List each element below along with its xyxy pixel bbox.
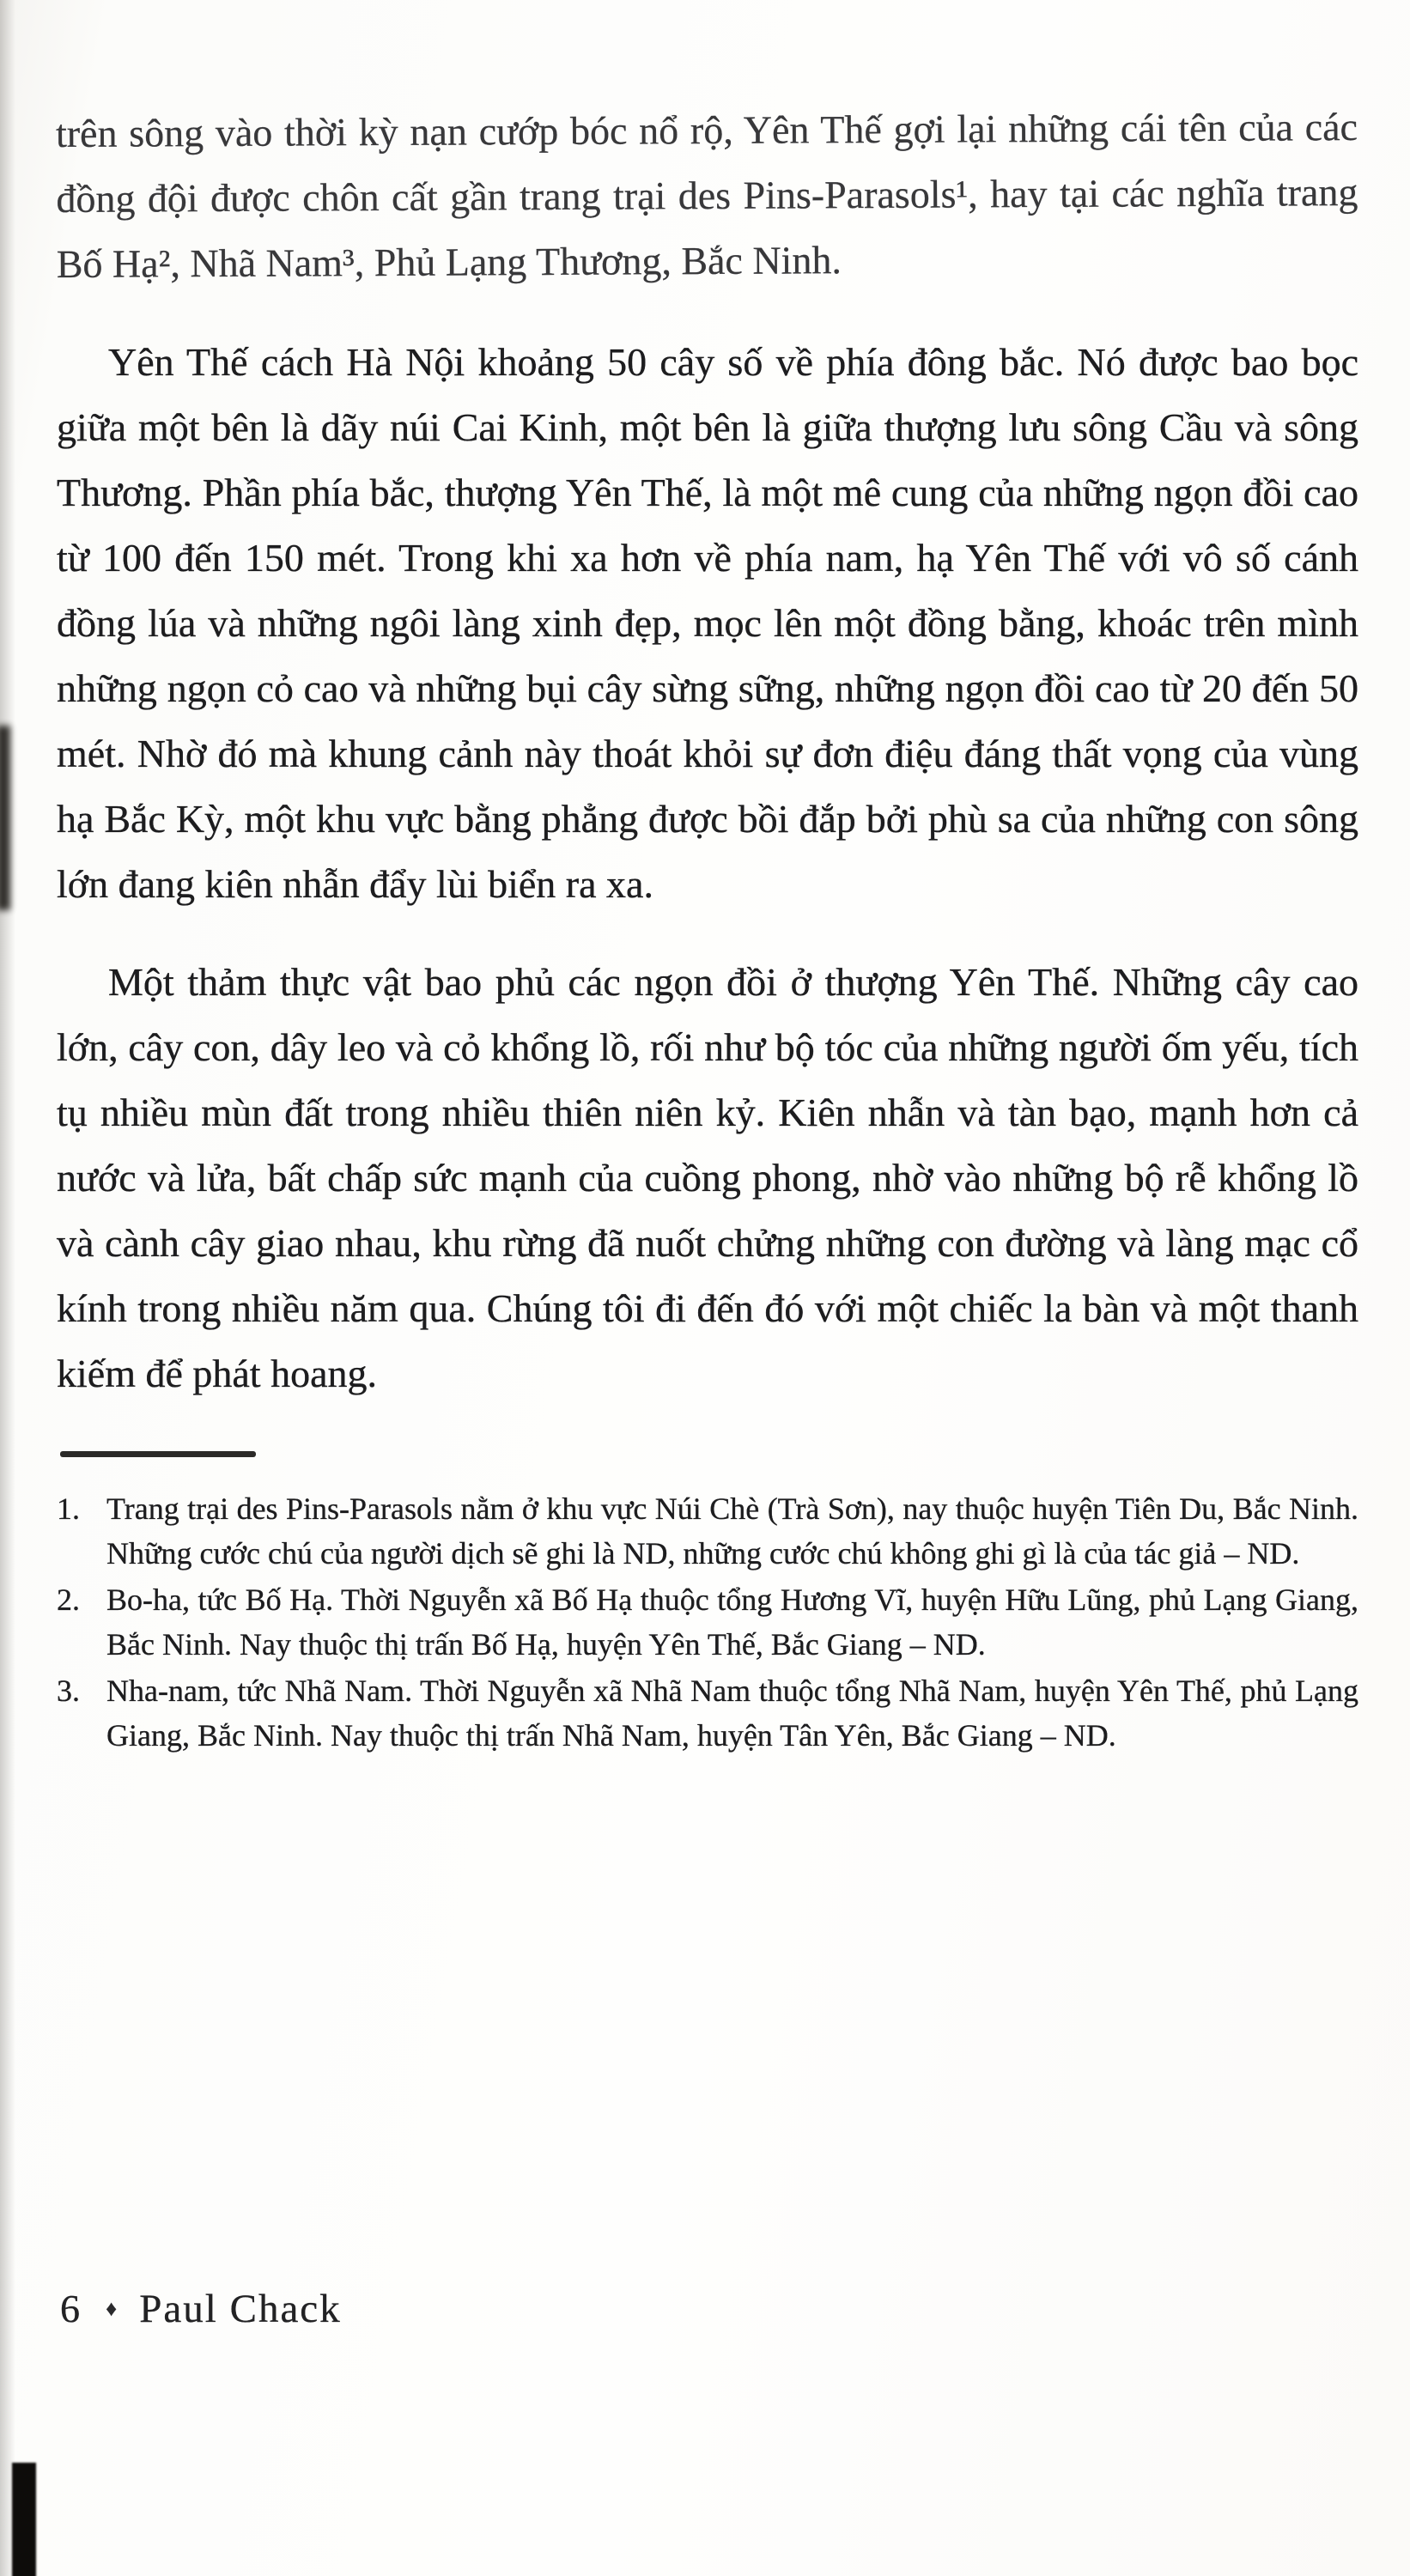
author-name: Paul Chack: [139, 2287, 342, 2331]
paragraph-vegetation: Một thảm thực vật bao phủ các ngọn đồi ở thượng Yên Thế. Những cây cao lớn, cây con, dây leo và cỏ khổng lồ, rối như bộ tóc của những người ốm yếu, tích tụ nhiều mùn đất trong nhiều thiên niên kỷ. Kiên nhẫn và tàn bạo, mạnh hơn cả nước và lửa, bất chấp sức mạnh của cuồng phong, nhờ vào những bộ rễ khổng lồ và cành cây giao nhau, khu rừng đã nuốt chửng những con đường và làng mạc cổ kính trong nhiều năm qua. Chúng tôi đi đến đó với một chiếc la bàn và một thanh kiếm để phát hoang.: [57, 960, 1358, 1395]
footnote-1-marker: 1.: [57, 1492, 80, 1526]
footnote-1-text: Trang trại des Pins-Parasols nằm ở khu vực Núi Chè (Trà Sơn), nay thuộc huyện Tiên Du, Bắc Ninh. Những cước chú của người dịch sẽ ghi là ND, những cước chú không ghi gì là của tác giả – ND.: [106, 1492, 1358, 1571]
footnote-3-text: Nha-nam, tức Nhã Nam. Thời Nguyễn xã Nhã Nam thuộc tổng Nhã Nam, huyện Yên Thế, phủ Lạng Giang, Bắc Ninh. Nay thuộc thị trấn Nhã Nam, huyện Tân Yên, Bắc Giang – ND.: [106, 1674, 1358, 1753]
footnote-3: [57, 1668, 1358, 1758]
footnote-3-marker: 3.: [57, 1674, 80, 1708]
binding-edge-shadow: [0, 0, 15, 2576]
footnote-2: [57, 1577, 1358, 1667]
footnote-2-text: Bo-ha, tức Bố Hạ. Thời Nguyễn xã Bố Hạ thuộc tổng Hương Vĩ, huyện Hữu Lũng, phủ Lạng Giang, Bắc Ninh. Nay thuộc thị trấn Bố Hạ, huyện Yên Thế, Bắc Giang – ND.: [106, 1583, 1358, 1662]
text-block: [57, 101, 1358, 1759]
paragraph-geography: Yên Thế cách Hà Nội khoảng 50 cây số về phía đông bắc. Nó được bao bọc giữa một bên là dãy núi Cai Kinh, một bên là giữa thượng lưu sông Cầu và sông Thương. Phần phía bắc, thượng Yên Thế, là một mê cung của những ngọn đồi cao từ 100 đến 150 mét. Trong khi xa hơn về phía nam, hạ Yên Thế với vô số cánh đồng lúa và những ngôi làng xinh đẹp, mọc lên một đồng bằng, khoác trên mình những ngọn cỏ cao và những bụi cây sừng sững, những ngọn đồi cao từ 20 đến 50 mét. Nhờ đó mà khung cảnh này thoát khỏi sự đơn điệu đáng thất vọng của vùng hạ Bắc Kỳ, một khu vực bằng phẳng được bồi đắp bởi phù sa của những con sông lớn đang kiên nhẫn đẩy lùi biển ra xa.: [57, 340, 1358, 906]
footnote-1: [57, 1486, 1358, 1576]
diamond-bullet-icon: ♦: [106, 2296, 118, 2321]
footnote-separator-rule: [60, 1451, 256, 1457]
paragraph-continuation: trên sông vào thời kỳ nạn cướp bóc nổ rộ, Yên Thế gợi lại những cái tên của các đồng đội được chôn cất gần trang trại des Pins-Parasols¹, hay tại các nghĩa trang Bố Hạ², Nhã Nam³, Phủ Lạng Thương, Bắc Ninh.: [55, 105, 1358, 287]
footnote-2-marker: 2.: [57, 1583, 80, 1617]
scan-corner-artifact: [12, 2463, 36, 2576]
footnotes-section: [57, 1486, 1358, 1758]
scan-smudge-artifact: [0, 726, 10, 910]
running-footer: [60, 2286, 342, 2332]
page-number: 6: [60, 2287, 80, 2330]
